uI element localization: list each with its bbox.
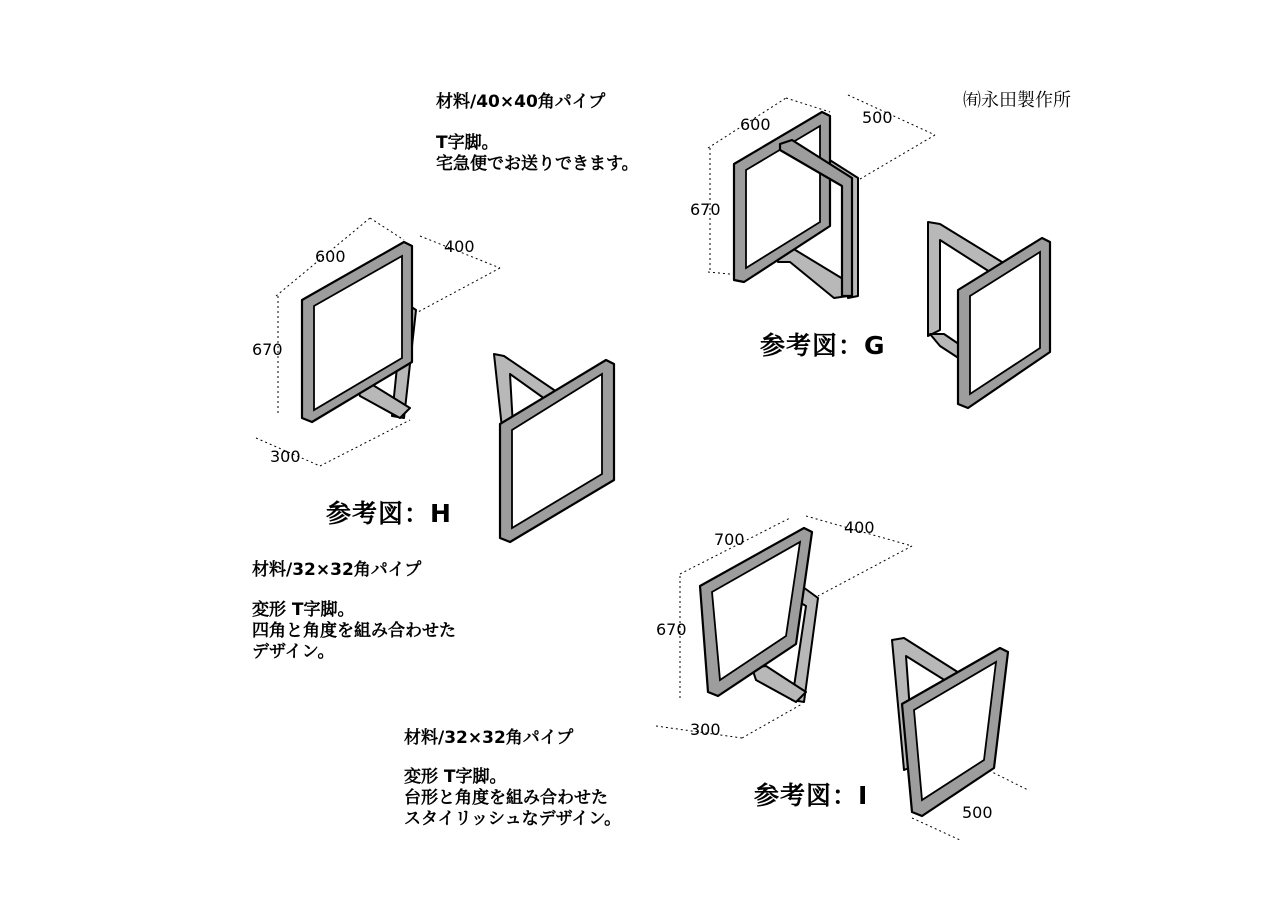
company-name: ㈲永田製作所 [963, 90, 1071, 111]
dim-i-height: 670 [656, 620, 687, 639]
figure-h-view [494, 354, 614, 542]
figure-i-dimensioned [656, 516, 912, 738]
figure-g-view [928, 222, 1050, 408]
desc-i-line3: スタイリッシュなデザイン。 [404, 809, 622, 829]
dim-i-depth2: 500 [962, 803, 993, 822]
dim-h-base: 300 [270, 447, 301, 466]
dim-h-width: 600 [315, 247, 346, 266]
desc-i-line1: 変形 T字脚。 [404, 767, 507, 787]
title-i: 参考図：I [754, 781, 869, 810]
dim-g-height: 670 [690, 200, 721, 219]
dim-i-width: 700 [714, 530, 745, 549]
dim-h-height: 670 [252, 340, 283, 359]
desc-g-line2: 宅急便でお送りできます。 [436, 154, 639, 174]
title-h: 参考図：H [326, 499, 452, 528]
material-i: 材料/32×32角パイプ [404, 728, 574, 748]
dim-g-width: 600 [740, 115, 771, 134]
figure-i-view [892, 638, 1028, 840]
material-g: 材料/40×40角パイプ [436, 92, 606, 112]
desc-i-line2: 台形と角度を組み合わせた [404, 788, 608, 808]
desc-h-line2: 四角と角度を組み合わせた [252, 621, 456, 641]
material-h: 材料/32×32角パイプ [252, 560, 422, 580]
dim-i-depth: 400 [844, 518, 875, 537]
desc-h-line3: デザイン。 [252, 642, 335, 662]
dim-g-depth: 500 [862, 108, 893, 127]
frame-g-back-foot [778, 248, 848, 298]
desc-h-line1: 変形 T字脚。 [252, 600, 355, 620]
title-g: 参考図：G [760, 331, 886, 360]
dim-h-depth: 400 [444, 237, 475, 256]
desc-g-line1: T字脚。 [436, 133, 499, 153]
dim-i-base: 300 [690, 720, 721, 739]
